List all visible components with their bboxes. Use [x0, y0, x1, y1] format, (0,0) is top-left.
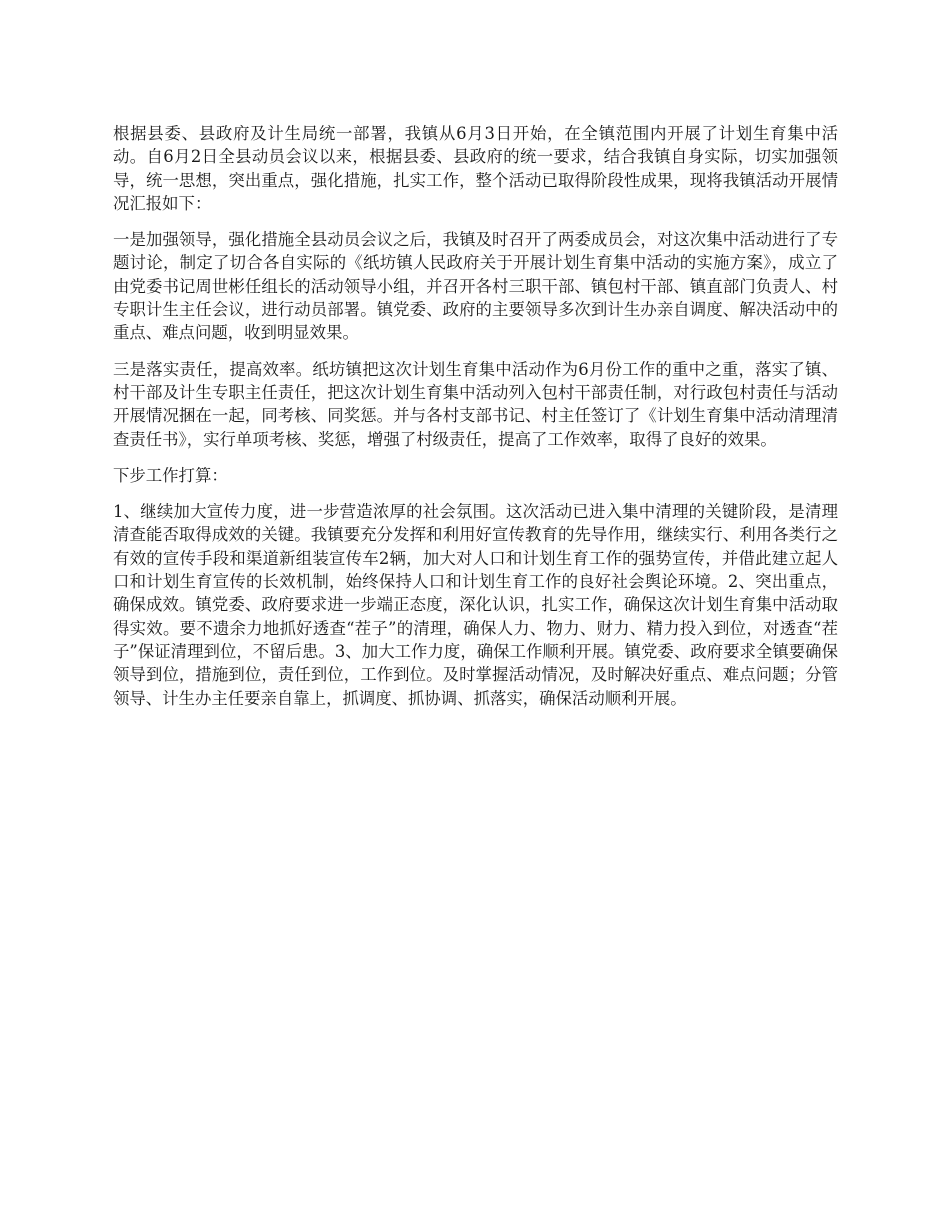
paragraph-next-steps: 1、继续加大宣传力度，进一步营造浓厚的社会氛围。这次活动已进入集中清理的关键阶段，是清理清查能否取得成效的关键。我镇要充分发挥和利用好宣传教育的先导作用，继续实行、利用各类行之有效的宣传手段和渠道新组装宣传车2辆，加大对人口和计划生育工作的强势宣传，并借此建立起人口和计划生育宣传的长效机制，始终保持人口和计划生育工作的良好社会舆论环境。2、突出重点，确保成效。镇党委、政府要求进一步端正态度，深化认识，扎实工作，确保这次计划生育集中活动取得实效。要不遗余力地抓好透查“茬子”的清理，确保人力、物力、财力、精力投入到位，对透查“茬子”保证清理到位，不留后患。3、加大工作力度，确保工作顺利开展。镇党委、政府要求全镇要确保领导到位，措施到位，责任到位，工作到位。及时掌握活动情况，及时解决好重点、难点问题；分管领导、计生办主任要亲自靠上，抓调度、抓协调、抓落实，确保活动顺利开展。 — [113, 502, 838, 708]
paragraph-intro: 根据县委、县政府及计生局统一部署，我镇从6月3日开始，在全镇范围内开展了计划生育集中活动。自6月2日全县动员会议以来，根据县委、县政府的统一要求，结合我镇自身实际，切实加强领导，统一思想，突出重点，强化措施，扎实工作，整个活动已取得阶段性成果，现将我镇活动开展情况汇报如下： — [113, 124, 838, 213]
document-body — [113, 122, 838, 723]
paragraph-responsibility: 三是落实责任，提高效率。纸坊镇把这次计划生育集中活动作为6月份工作的重中之重，落实了镇、村干部及计生专职主任责任，把这次计划生育集中活动列入包村干部责任制，对行政包村责任与活动开展情况捆在一起，同考核、同奖惩。并与各村支部书记、村主任签订了《计划生育集中活动清理清查责任书》，实行单项考核、奖惩，增强了村级责任，提高了工作效率，取得了良好的效果。 — [113, 359, 838, 449]
paragraph-next-steps-heading: 下步工作打算： — [113, 465, 228, 485]
paragraph-leadership: 一是加强领导，强化措施全县动员会议之后，我镇及时召开了两委成员会，对这次集中活动进行了专题讨论，制定了切合各自实际的《纸坊镇人民政府关于开展计划生育集中活动的实施方案》，成立了由党委书记周世彬任组长的活动领导小组，并召开各村三职干部、镇包村干部、镇直部门负责人、村专职计生主任会议，进行动员部署。镇党委、政府的主要领导多次到计生办亲自调度、解决活动中的重点、难点问题，收到明显效果。 — [113, 230, 838, 343]
